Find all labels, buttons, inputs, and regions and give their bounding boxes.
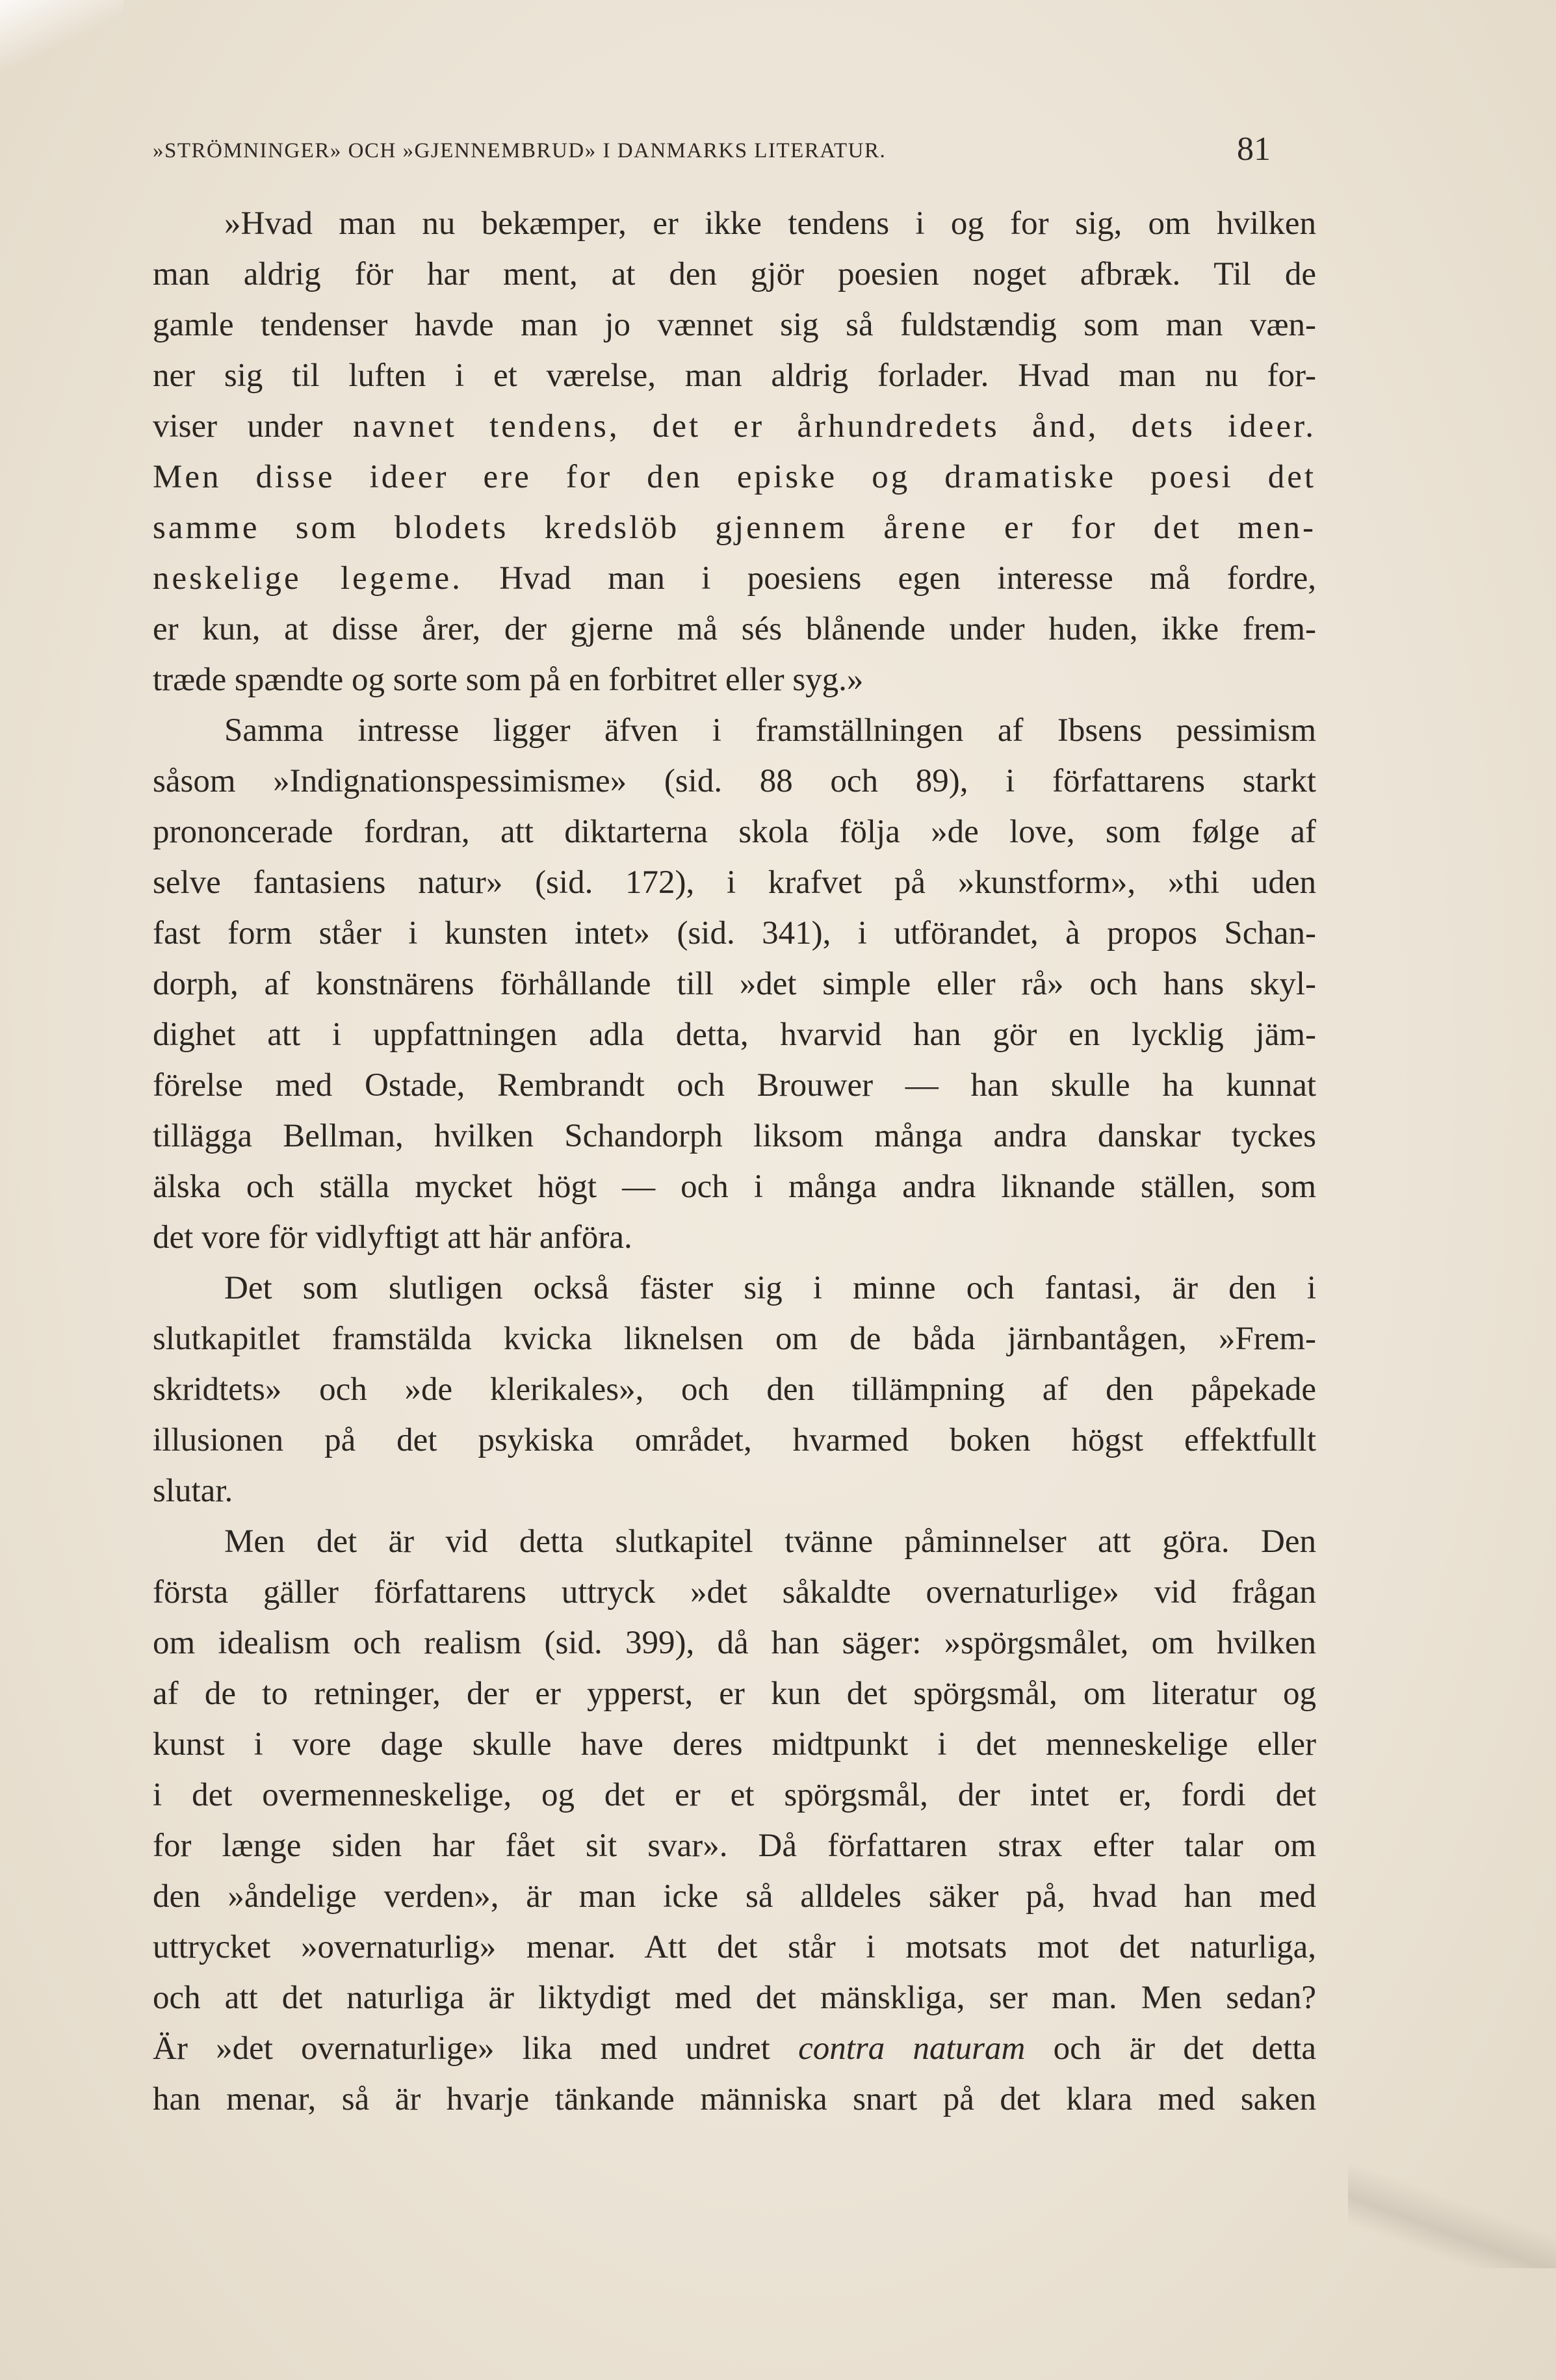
text-line: älska och ställa mycket högt — och i många andra liknande ställen, som [153,1169,1316,1205]
spaced-text-segment: navnet tendens, det er århundredets ånd, dets ideer. [352,408,1316,445]
text-line: skridtets» och »de klerikales», och den tillämpning af den påpekade [153,1371,1316,1408]
text-line: Samma intresse ligger äfven i framställningen af Ibsens pessimism [224,712,1316,749]
text-line: Det som slutligen också fäster sig i minne och fantasi, är den i [224,1270,1316,1306]
spaced-text-segment: neskelige legeme. [153,560,463,597]
text-line: förelse med Ostade, Rembrandt och Brouwer — han skulle ha kunnat [153,1067,1316,1104]
text-line: prononcerade fordran, att diktarterna skola följa »de love, som følge af [153,814,1316,850]
running-head: »STRÖMNINGER» OCH »GJENNEMBRUD» I DANMARKS LITERATUR. [153,139,887,162]
text-segment: och är det detta [1053,2030,1316,2067]
text-line: selve fantasiens natur» (sid. 172), i krafvet på »kunstform», »thi uden [153,864,1316,901]
text-line: uttrycket »overnaturlig» menar. Att det står i motsats mot det naturliga, [153,1929,1316,1965]
spaced-text-line: Men disse ideer ere for den episke og dramatiske poesi det [153,459,1316,495]
paragraph-end-line: slutar. [153,1473,233,1509]
text-line: och att det naturliga är liktydigt med det mänskliga, ser man. Men sedan? [153,1980,1316,2016]
text-line: gamle tendenser havde man jo vænnet sig så fuldstændig som man væn- [153,307,1316,343]
text-line: i det overmenneskelige, og det er et spörgsmål, der intet er, fordi det [153,1777,1316,1813]
text-line: ner sig til luften i et værelse, man aldrig forlader. Hvad man nu for- [153,357,1316,394]
text-line: slutkapitlet framstälda kvicka liknelsen om de båda järnbantågen, »Frem- [153,1321,1316,1357]
text-line: han menar, så är hvarje tänkande människa snart på det klara med saken [153,2081,1316,2117]
text-line [153,2023,1316,2074]
text-line: er kun, at disse årer, der gjerne må sés blånende under huden, ikke frem- [153,611,1316,647]
page-number: 81 [1237,131,1271,168]
text-line: »Hvad man nu bekæmper, er ikke tendens i og for sig, om hvilken [224,205,1316,242]
text-segment: Hvad man i poesiens egen interesse må fordre, [499,560,1317,597]
italic-text-segment: contra naturam [798,2030,1026,2067]
text-line: tillägga Bellman, hvilken Schandorph liksom många andra danskar tyckes [153,1118,1316,1154]
scan-edge-highlight [0,0,123,78]
page-header [153,130,1271,175]
text-line: dorph, af konstnärens förhållande till »det simple eller rå» och hans skyl- [153,966,1316,1002]
paragraph-end-line: det vore för vidlyftigt att här anföra. [153,1219,632,1256]
scan-smudge [1348,2164,1556,2268]
text-line: Men det är vid detta slutkapitel tvänne påminnelser att göra. Den [224,1523,1316,1560]
body-text [153,198,1316,2125]
text-line: af de to retninger, der er ypperst, er kun det spörgsmål, om literatur og [153,1675,1316,1712]
text-line: om idealism och realism (sid. 399), då han säger: »spörgsmålet, om hvilken [153,1625,1316,1661]
text-line [153,401,1316,452]
text-line: man aldrig för har ment, at den gjör poesien noget afbræk. Til de [153,256,1316,292]
text-line: fast form ståer i kunsten intet» (sid. 341), i utförandet, à propos Schan- [153,915,1316,951]
text-line: for længe siden har fået sit svar». Då författaren strax efter talar om [153,1828,1316,1864]
text-line: kunst i vore dage skulle have deres midtpunkt i det menneskelige eller [153,1726,1316,1763]
text-line: såsom »Indignationspessimisme» (sid. 88 och 89), i författarens starkt [153,763,1316,799]
text-line: den »åndelige verden», är man icke så alldeles säker på, hvad han med [153,1878,1316,1915]
text-segment: viser under [153,408,323,445]
text-line: illusionen på det psykiska området, hvarmed boken högst effektfullt [153,1422,1316,1458]
text-line: första gäller författarens uttryck »det såkaldte overnaturlige» vid frågan [153,1574,1316,1610]
spaced-text-line: samme som blodets kredslöb gjennem årene er for det men- [153,510,1316,546]
text-segment: Är »det overnaturlige» lika med undret [153,2030,770,2067]
text-line [153,553,1316,604]
text-line: dighet att i uppfattningen adla detta, hvarvid han gör en lycklig jäm- [153,1016,1316,1053]
paragraph-end-line: træde spændte og sorte som på en forbitret eller syg.» [153,662,864,698]
